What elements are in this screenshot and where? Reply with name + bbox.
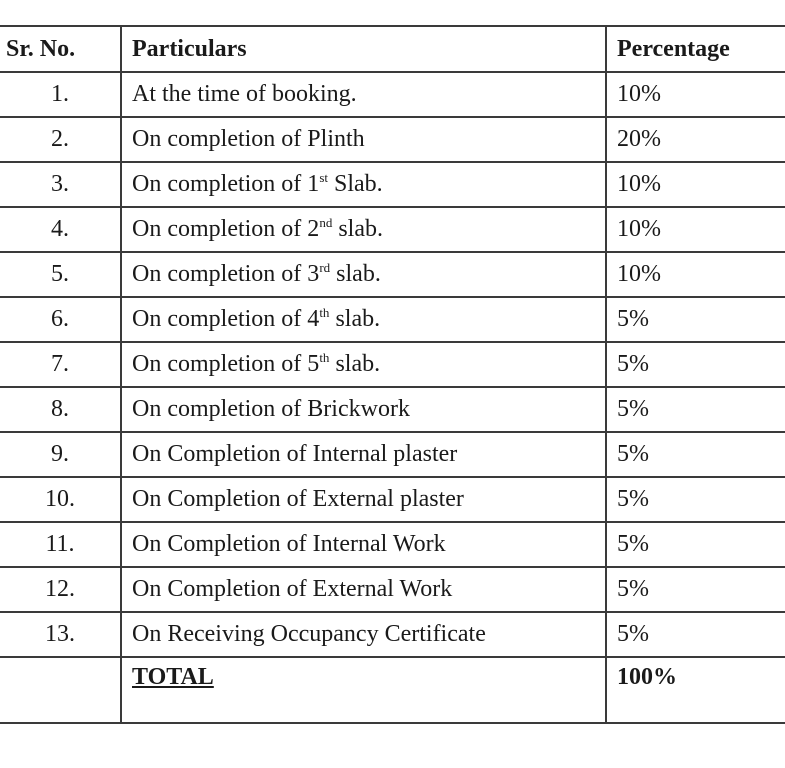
ordinal-suffix: th	[319, 305, 330, 321]
row-particulars	[121, 522, 606, 567]
row-percentage: 5%	[606, 522, 785, 567]
header-particulars: Particulars	[121, 26, 606, 72]
row-particulars	[121, 117, 606, 162]
table-row	[0, 297, 785, 342]
row-particulars	[121, 72, 606, 117]
row-percentage: 20%	[606, 117, 785, 162]
table-row	[0, 207, 785, 252]
ordinal-suffix: nd	[319, 215, 333, 231]
row-percentage: 10%	[606, 252, 785, 297]
table-body	[0, 72, 785, 723]
total-value: 100%	[617, 664, 677, 690]
row-particulars	[121, 477, 606, 522]
row-sr-no: 5.	[0, 252, 121, 297]
total-label-cell	[121, 657, 606, 723]
total-row	[0, 657, 785, 723]
payment-schedule-table-wrap	[0, 25, 785, 724]
row-sr-no: 4.	[0, 207, 121, 252]
row-particulars	[121, 297, 606, 342]
row-percentage: 10%	[606, 207, 785, 252]
row-sr-no: 13.	[0, 612, 121, 657]
total-label: TOTAL	[132, 664, 214, 690]
table-row	[0, 522, 785, 567]
particulars-text-after: slab.	[329, 351, 381, 378]
ordinal-suffix: rd	[319, 260, 331, 276]
row-percentage: 5%	[606, 297, 785, 342]
table-row	[0, 387, 785, 432]
table-row	[0, 162, 785, 207]
row-sr-no: 7.	[0, 342, 121, 387]
row-percentage: 5%	[606, 612, 785, 657]
row-sr-no: 2.	[0, 117, 121, 162]
particulars-text: On completion of Brickwork	[132, 396, 410, 423]
row-percentage: 10%	[606, 162, 785, 207]
table-row	[0, 612, 785, 657]
particulars-text: On completion of 1	[132, 171, 320, 198]
total-sr-empty	[0, 657, 121, 723]
table-row	[0, 477, 785, 522]
payment-schedule-table	[0, 25, 785, 724]
particulars-text-after: slab.	[332, 216, 383, 243]
row-particulars	[121, 162, 606, 207]
row-particulars	[121, 387, 606, 432]
ordinal-suffix: th	[319, 350, 330, 366]
particulars-text: On Receiving Occupancy Certificate	[132, 621, 486, 648]
particulars-text-after: slab.	[330, 261, 381, 288]
table-row	[0, 567, 785, 612]
particulars-text: On Completion of Internal plaster	[132, 441, 458, 468]
particulars-text: On completion of Plinth	[132, 126, 365, 153]
row-sr-no: 6.	[0, 297, 121, 342]
particulars-text-after: Slab.	[327, 171, 383, 198]
particulars-text: On completion of 3	[132, 261, 320, 288]
particulars-text: On completion of 4	[132, 306, 320, 333]
row-percentage: 5%	[606, 342, 785, 387]
header-sr-no: Sr. No.	[0, 26, 121, 72]
row-sr-no: 10.	[0, 477, 121, 522]
row-percentage: 5%	[606, 387, 785, 432]
row-particulars	[121, 207, 606, 252]
row-percentage: 5%	[606, 477, 785, 522]
row-sr-no: 9.	[0, 432, 121, 477]
particulars-text: On completion of 2	[132, 216, 320, 243]
row-percentage: 5%	[606, 432, 785, 477]
particulars-text: On Completion of Internal Work	[132, 531, 446, 558]
particulars-text: On completion of 5	[132, 351, 320, 378]
row-particulars	[121, 252, 606, 297]
row-sr-no: 11.	[0, 522, 121, 567]
row-percentage: 5%	[606, 567, 785, 612]
ordinal-suffix: st	[319, 170, 328, 186]
row-sr-no: 8.	[0, 387, 121, 432]
total-value-cell	[606, 657, 785, 723]
particulars-text-after: slab.	[329, 306, 381, 333]
row-sr-no: 1.	[0, 72, 121, 117]
row-percentage: 10%	[606, 72, 785, 117]
row-particulars	[121, 567, 606, 612]
header-percentage: Percentage	[606, 26, 785, 72]
row-particulars	[121, 342, 606, 387]
particulars-text: At the time of booking.	[132, 81, 357, 108]
row-sr-no: 12.	[0, 567, 121, 612]
table-row	[0, 252, 785, 297]
table-row	[0, 117, 785, 162]
row-particulars	[121, 612, 606, 657]
particulars-text: On Completion of External plaster	[132, 486, 464, 513]
table-header-row	[0, 26, 785, 72]
row-particulars	[121, 432, 606, 477]
row-sr-no: 3.	[0, 162, 121, 207]
particulars-text: On Completion of External Work	[132, 576, 453, 603]
table-row	[0, 342, 785, 387]
table-row	[0, 72, 785, 117]
table-row	[0, 432, 785, 477]
